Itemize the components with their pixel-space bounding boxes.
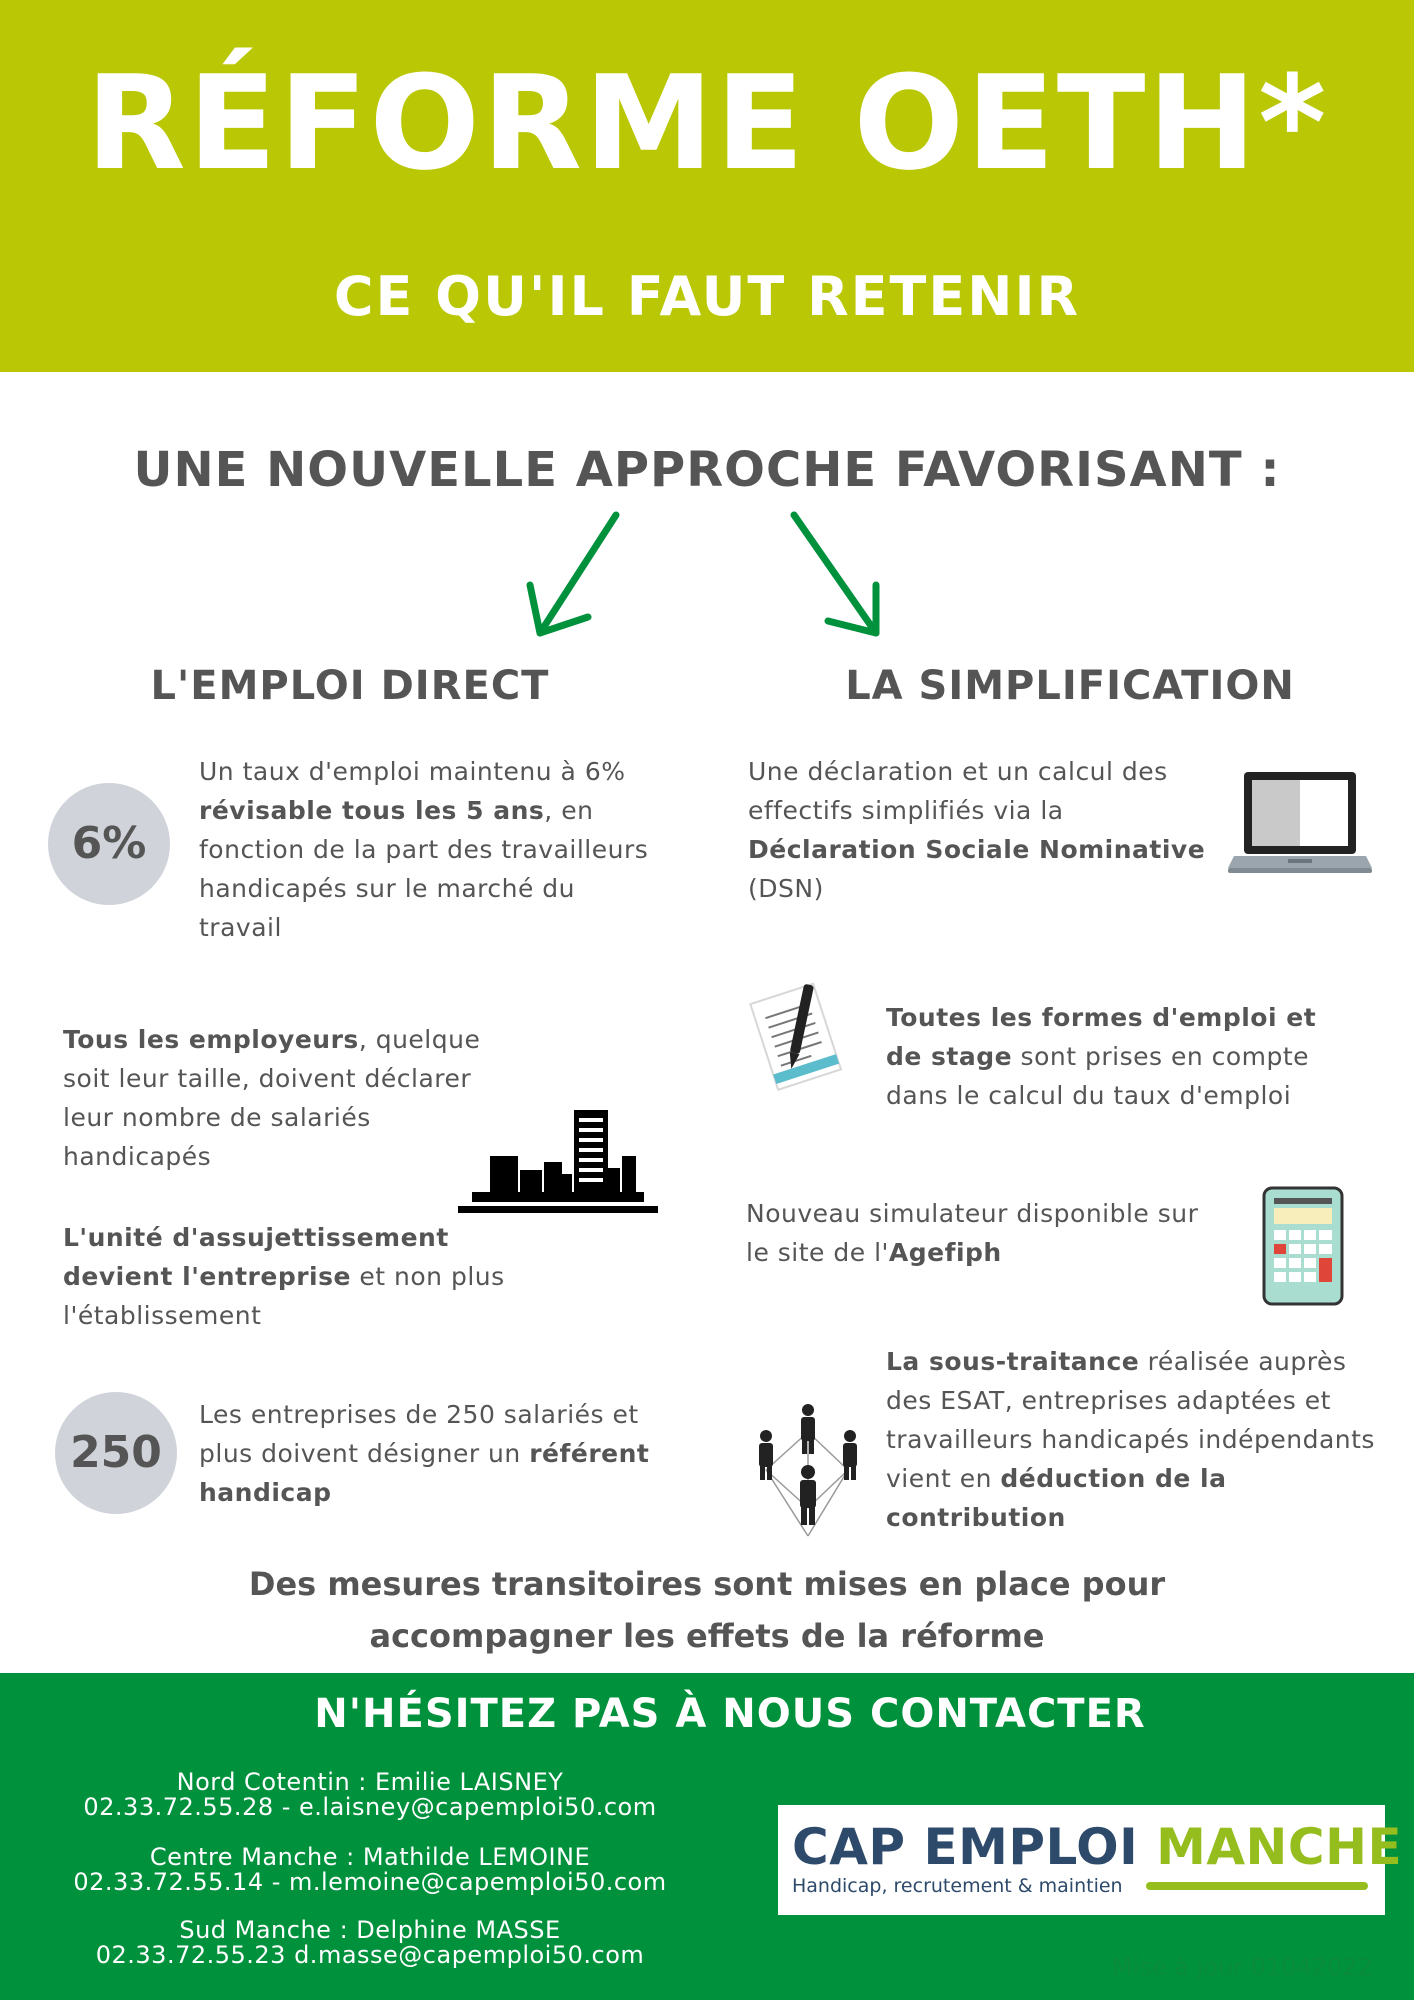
arrow-right-icon [780, 505, 900, 645]
logo-word-cap-emploi: CAP EMPLOI [792, 1818, 1139, 1876]
left-column-heading: L'EMPLOI DIRECT [150, 663, 550, 709]
contact-details[interactable]: 02.33.72.55.28 - e.laisney@capemploi50.com [83, 1793, 657, 1821]
arrow-left-icon [520, 505, 640, 645]
body-text: Les entreprises de 250 salariés et plus doivent désigner un [199, 1400, 639, 1468]
calculator-icon [1262, 1186, 1344, 1306]
contact-nord [0, 1770, 740, 1820]
body-text: , quelque soit leur taille, doivent déclarer leur nombre de salariés handicapés [63, 1025, 481, 1171]
emphasis-text: La sous-traitance [886, 1347, 1140, 1376]
emphasis-text: déduction de la contribution [886, 1464, 1227, 1532]
right-item-employment-forms [886, 998, 1356, 1115]
body-text: , en fonction de la part des travailleurs handicapés sur le marché du travail [199, 796, 649, 942]
emphasis-text: Déclaration Sociale Nominative [748, 835, 1206, 864]
contact-details[interactable]: 02.33.72.55.23 d.masse@capemploi50.com [95, 1941, 645, 1969]
contact-name: Sud Manche : Delphine MASSE [179, 1916, 561, 1944]
left-item-referent [199, 1395, 689, 1512]
contact-heading: N'HÉSITEZ PAS À NOUS CONTACTER [314, 1691, 1146, 1737]
document-pen-icon [745, 978, 845, 1100]
building-skyline-icon [458, 1108, 658, 1214]
left-item-employers [63, 1020, 513, 1176]
network-people-icon [748, 1402, 868, 1542]
emphasis-text: L'unité d'assujettissement devient l'entreprise [63, 1223, 449, 1291]
contact-sud [0, 1918, 740, 1968]
right-item-subcontracting [886, 1342, 1386, 1537]
left-item-unit [63, 1218, 543, 1335]
emphasis-text: Toutes les formes d'emploi et de stage [886, 1003, 1317, 1071]
contact-centre [0, 1845, 740, 1895]
body-text: Un taux d'emploi maintenu à 6% [199, 757, 626, 786]
cap-emploi-logo [778, 1805, 1403, 1915]
right-item-simulator [746, 1194, 1216, 1272]
transition-note [0, 1558, 1414, 1662]
rate-badge: 6% [48, 783, 170, 905]
employees-badge: 250 [55, 1392, 177, 1514]
body-text: Une déclaration et un calcul des effectifs simplifiés via la [748, 757, 1168, 825]
approach-heading: UNE NOUVELLE APPROCHE FAVORISANT : [133, 442, 1281, 498]
update-date: Mise à jour 01042022 [1112, 1953, 1373, 1981]
logo-underline [1146, 1882, 1368, 1890]
emphasis-text: Tous les employeurs [63, 1025, 359, 1054]
body-text: et non plus l'établissement [63, 1262, 505, 1330]
left-item-rate [199, 752, 654, 947]
logo-tagline: Handicap, recrutement & maintien [792, 1875, 1123, 1897]
contact-name: Centre Manche : Mathilde LEMOINE [149, 1843, 591, 1871]
logo-word-manche: MANCHE [1156, 1818, 1403, 1876]
body-text: sont prises en compte dans le calcul du taux d'emploi [886, 1042, 1310, 1110]
emphasis-text: révisable tous les 5 ans [199, 796, 545, 825]
page-title: RÉFORME OETH* [85, 47, 1329, 199]
right-column-heading: LA SIMPLIFICATION [845, 663, 1295, 709]
emphasis-text: référent handicap [199, 1439, 650, 1507]
page-subtitle: CE QU'IL FAUT RETENIR [333, 265, 1081, 328]
contact-name: Nord Cotentin : Emilie LAISNEY [176, 1768, 564, 1796]
transition-text: Des mesures transitoires sont mises en place pour accompagner les effets de la réforme [248, 1565, 1166, 1655]
body-text: Nouveau simulateur disponible sur le site de l' [746, 1199, 1199, 1267]
logo-wordmark [792, 1819, 1402, 1875]
body-text: réalisée auprès des ESAT, entreprises adaptées et travailleurs handicapés indépendants vient en [886, 1347, 1375, 1493]
contact-details[interactable]: 02.33.72.55.14 - m.lemoine@capemploi50.com [73, 1868, 667, 1896]
laptop-icon [1226, 768, 1374, 876]
body-text: (DSN) [748, 874, 824, 903]
emphasis-text: Agefiph [888, 1238, 1002, 1267]
right-item-dsn [748, 752, 1223, 908]
